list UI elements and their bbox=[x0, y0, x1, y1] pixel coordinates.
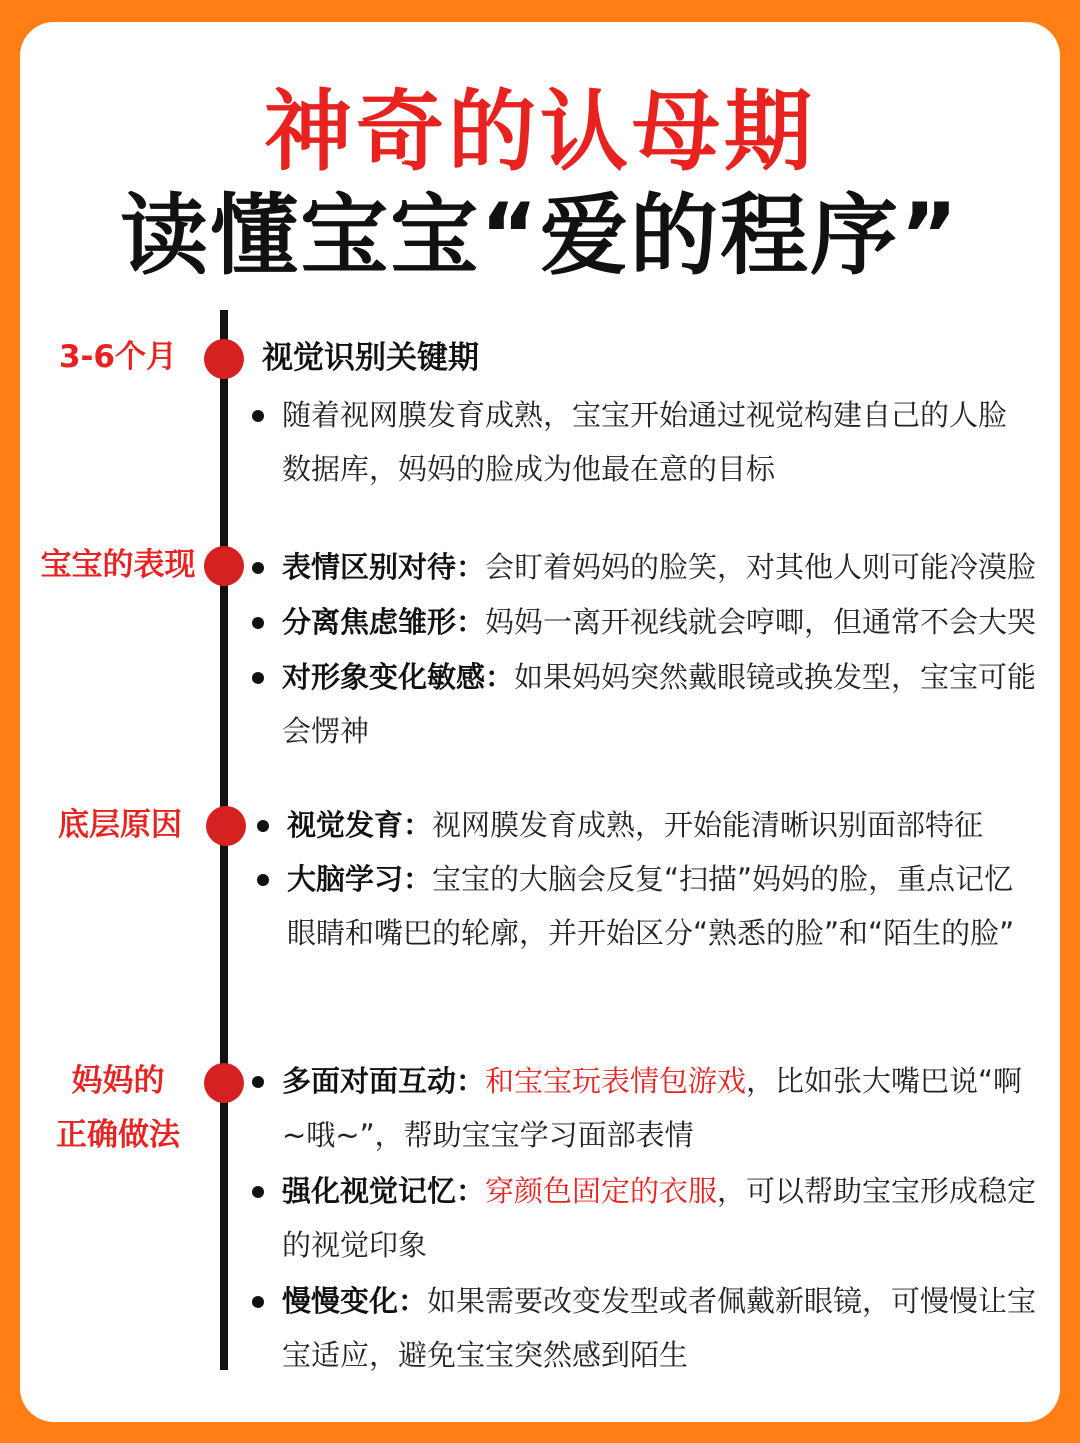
bullet-label: 强化视觉记忆： bbox=[282, 1174, 486, 1208]
timeline-dot-2 bbox=[204, 546, 244, 586]
bullet-text: 妈妈一离开视线就会哼唧，但通常不会大哭 bbox=[485, 605, 1037, 639]
bullet-item bbox=[287, 852, 1027, 960]
bullet-text: 视网膜发育成熟，开始能清晰识别面部特征 bbox=[432, 808, 984, 842]
bullet-item bbox=[282, 595, 1052, 649]
bullet-text: ，可以帮助宝宝形成稳定的视觉印象 bbox=[282, 1174, 1037, 1262]
bullet-item bbox=[282, 540, 1052, 594]
bullet-text: 随着视网膜发育成熟，宝宝开始通过视觉构建自己的人脸数据库，妈妈的脸成为他最在意的目标 bbox=[282, 398, 1008, 486]
bullet-text: 如果需要改变发型或者佩戴新眼镜，可慢慢让宝宝适应，避免宝宝突然感到陌生 bbox=[282, 1284, 1037, 1372]
bullet-text: ，比如张大嘴巴说“啊~哦~”，帮助宝宝学习面部表情 bbox=[282, 1064, 1023, 1152]
bullet-item bbox=[287, 798, 1047, 852]
timeline-dot-4 bbox=[204, 1063, 244, 1103]
bullet-dot bbox=[252, 562, 264, 574]
bullet-item bbox=[282, 1274, 1040, 1382]
bullet-dot bbox=[252, 1296, 264, 1308]
bullet-dot bbox=[252, 1186, 264, 1198]
bullet-label: 对形象变化敏感： bbox=[282, 660, 515, 694]
timeline-dot-1 bbox=[204, 339, 244, 379]
bullet-label: 慢慢变化： bbox=[282, 1284, 428, 1318]
bullet-item bbox=[282, 1054, 1040, 1162]
bullet-dot bbox=[252, 410, 264, 422]
title-line-2: 读懂宝宝“爱的程序” bbox=[120, 184, 960, 287]
bullet-highlight: 和宝宝玩表情包游戏 bbox=[485, 1064, 747, 1098]
bullet-text: 宝宝的大脑会反复“扫描”妈妈的脸，重点记忆眼睛和嘴巴的轮廓，并开始区分“熟悉的脸”和“陌生的脸” bbox=[287, 862, 1015, 950]
section-tag-method-line-1: 妈妈的 bbox=[71, 1063, 165, 1099]
section-tag-reason: 底层原因 bbox=[58, 807, 182, 843]
bullet-label: 视觉发育： bbox=[287, 808, 433, 842]
section-tag-age: 3-6个月 bbox=[58, 339, 177, 375]
bullet-highlight: 穿颜色固定的衣服 bbox=[485, 1174, 718, 1208]
timeline-dot-3 bbox=[206, 806, 246, 846]
bullet-dot bbox=[252, 617, 264, 629]
section-tag-method-line-2: 正确做法 bbox=[56, 1117, 180, 1153]
bullet-label: 分离焦虑雏形： bbox=[282, 605, 486, 639]
bullet-label: 大脑学习： bbox=[287, 862, 433, 896]
title-line-1: 神奇的认母期 bbox=[263, 80, 816, 183]
bullet-dot bbox=[252, 1076, 264, 1088]
bullet-item bbox=[282, 650, 1040, 758]
bullet-item bbox=[282, 1164, 1040, 1272]
bullet-dot bbox=[257, 820, 269, 832]
bullet-label: 多面对面互动： bbox=[282, 1064, 486, 1098]
bullet-dot bbox=[257, 874, 269, 886]
bullet-text: 如果妈妈突然戴眼镜或换发型，宝宝可能会愣神 bbox=[282, 660, 1037, 748]
bullet-text: 会盯着妈妈的脸笑，对其他人则可能冷漠脸 bbox=[485, 550, 1037, 584]
section-heading: 视觉识别关键期 bbox=[262, 340, 479, 376]
bullet-label: 表情区别对待： bbox=[282, 550, 486, 584]
bullet-dot bbox=[252, 672, 264, 684]
bullet-item bbox=[282, 388, 1022, 496]
section-tag-behavior: 宝宝的表现 bbox=[40, 547, 196, 583]
